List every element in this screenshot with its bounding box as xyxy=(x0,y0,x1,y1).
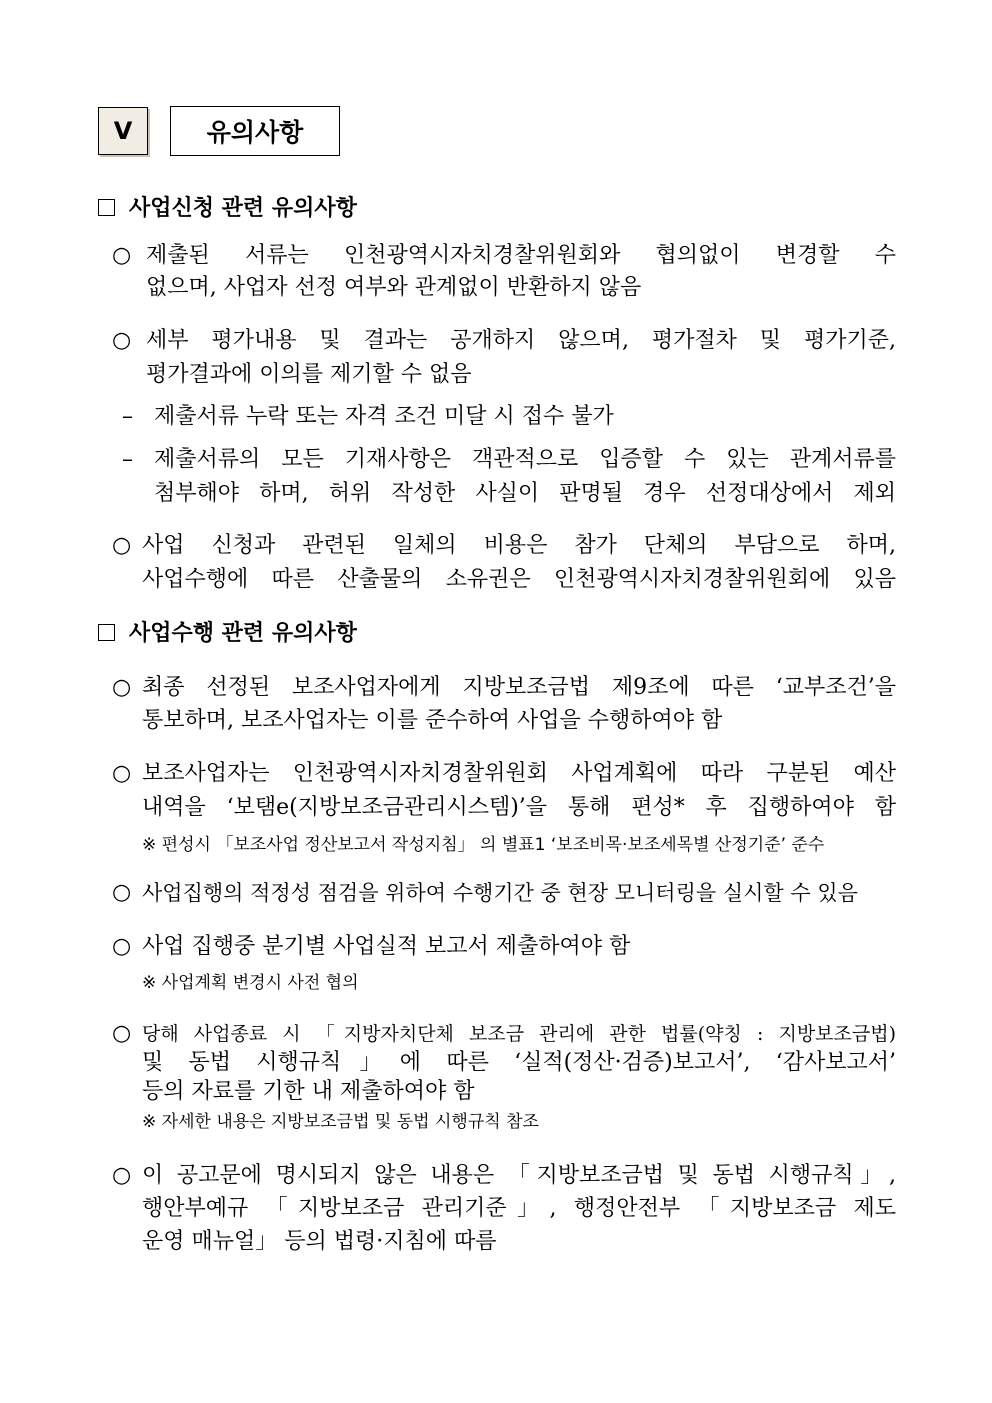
bullet-icon: ○ xyxy=(112,934,132,959)
item-text: 내역을 ‘보탬e(지방보조금관리시스템)’을 통해 편성* 후 집행하여야 함 xyxy=(142,795,896,820)
item-text: 없으며, 사업자 선정 여부와 관계없이 반환하지 않음 xyxy=(146,275,642,300)
item-text: 사업집행의 적정성 점검을 위하여 수행기간 중 현장 모니터링을 실시할 수 있음 xyxy=(142,881,858,905)
bullet-icon: ○ xyxy=(112,1021,132,1046)
item-text: 사업 신청과 관련된 일체의 비용은 참가 단체의 부담으로 하며, xyxy=(142,533,896,558)
bullet-icon: ○ xyxy=(112,880,132,905)
note-text: ※ 자세한 내용은 지방보조금법 및 동법 시행규칙 참조 xyxy=(142,1112,539,1132)
item-text: 및 동법 시행규칙」에 따른 ‘실적(정산·검증)보고서’, ‘감사보고서’ xyxy=(142,1050,896,1075)
item-text: 운영 매뉴얼」 등의 법령·지침에 따름 xyxy=(142,1229,497,1254)
item-text: 통보하며, 보조사업자는 이를 준수하여 사업을 수행하여야 함 xyxy=(142,708,723,733)
section-heading-text: 사업수행 관련 유의사항 xyxy=(129,621,357,646)
section-heading-application xyxy=(98,193,357,225)
sub-item-text: 제출서류 누락 또는 자격 조건 미달 시 접수 불가 xyxy=(154,404,614,429)
sub-item-text: 제출서류의 모든 기재사항은 객관적으로 입증할 수 있는 관계서류를 xyxy=(154,447,896,472)
item-text: 보조사업자는 인천광역시자치경찰위원회 사업계획에 따라 구분된 예산 xyxy=(142,761,896,786)
item-text: 당해 사업종료 시 「지방자치단체 보조금 관리에 관한 법률(약칭 : 지방보조금법) xyxy=(142,1023,896,1045)
section-heading-execution xyxy=(98,618,357,650)
item-text: 등의 자료를 기한 내 제출하여야 함 xyxy=(142,1079,475,1104)
section-heading-text: 사업신청 관련 유의사항 xyxy=(129,196,357,221)
dash-icon: – xyxy=(122,404,133,429)
item-text: 세부 평가내용 및 결과는 공개하지 않으며, 평가절차 및 평가기준, xyxy=(146,328,896,353)
section-number: V xyxy=(98,107,148,155)
checkbox-square-icon xyxy=(98,624,115,641)
bullet-icon: ○ xyxy=(112,1163,132,1188)
item-text: 최종 선정된 보조사업자에게 지방보조금법 제9조에 따른 ‘교부조건’을 xyxy=(142,675,896,700)
bullet-icon: ○ xyxy=(112,243,132,268)
dash-icon: – xyxy=(122,447,133,472)
note-text: ※ 편성시 「보조사업 정산보고서 작성지침」 의 별표1 ‘보조비목·보조세목별 산정기준’ 준수 xyxy=(142,835,825,855)
item-text: 사업 집행중 분기별 사업실적 보고서 제출하여야 함 xyxy=(142,934,631,959)
note-text: ※ 사업계획 변경시 사전 협의 xyxy=(142,973,359,993)
sub-item-text: 첨부해야 하며, 허위 작성한 사실이 판명될 경우 선정대상에서 제외 xyxy=(154,481,896,506)
checkbox-square-icon xyxy=(98,199,115,216)
bullet-icon: ○ xyxy=(112,675,132,700)
bullet-icon: ○ xyxy=(112,761,132,786)
item-text: 평가결과에 이의를 제기할 수 없음 xyxy=(146,362,472,387)
bullet-icon: ○ xyxy=(112,533,132,558)
item-text: 사업수행에 따른 산출물의 소유권은 인천광역시자치경찰위원회에 있음 xyxy=(142,567,896,592)
item-text: 이 공고문에 명시되지 않은 내용은 「지방보조금법 및 동법 시행규칙」, xyxy=(142,1163,896,1188)
section-title: 유의사항 xyxy=(170,106,340,156)
item-text: 행안부예규 「지방보조금 관리기준」, 행정안전부 「지방보조금 제도 xyxy=(142,1196,896,1221)
section-header xyxy=(98,106,340,156)
bullet-icon: ○ xyxy=(112,328,132,353)
item-text: 제출된 서류는 인천광역시자치경찰위원회와 협의없이 변경할 수 xyxy=(146,243,896,268)
